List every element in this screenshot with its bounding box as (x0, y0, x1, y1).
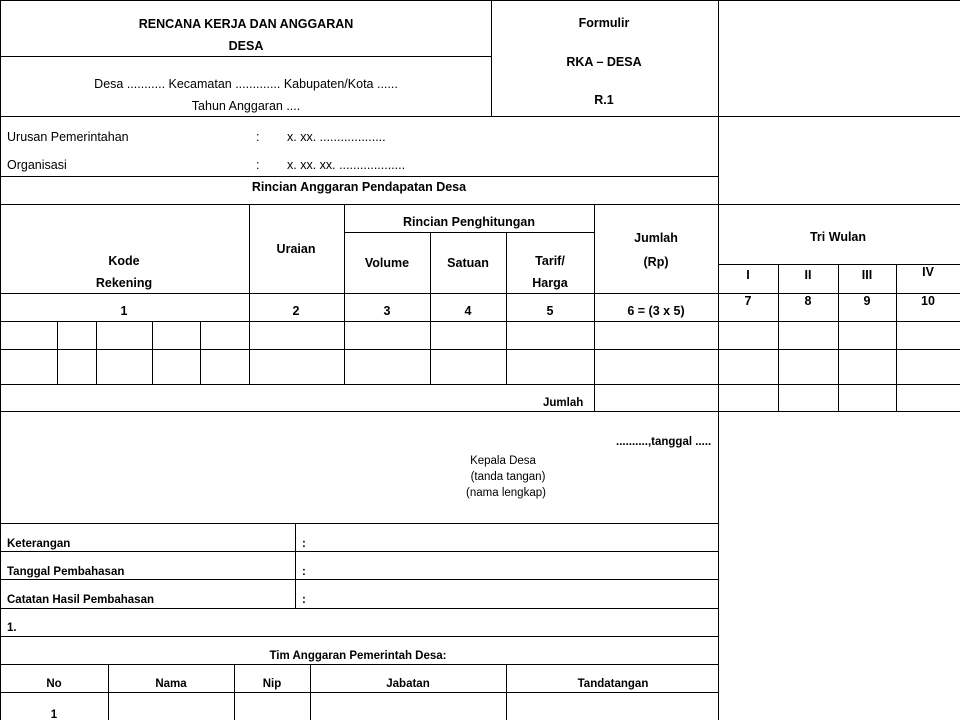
team-row-1-no: 1 (50, 709, 58, 721)
tw-divider-3 (838, 264, 839, 412)
data-row-1-bottom (0, 349, 960, 350)
signature-name: (nama lengkap) (466, 487, 546, 499)
data-row-2-bottom (0, 384, 960, 385)
form-label: Formulir (578, 16, 630, 30)
form-title-line1: RENCANA KERJA DAN ANGGARAN (138, 17, 354, 31)
col-divider-satuan (430, 232, 431, 384)
header-title-divider (0, 56, 491, 57)
col-jumlah-line1: Jumlah (634, 231, 678, 245)
col-kode-line1: Kode (108, 254, 140, 268)
team-divider-nama (108, 664, 109, 720)
notes-line-2 (0, 579, 718, 580)
urusan-colon: : (256, 130, 260, 144)
col-volume: Volume (364, 256, 410, 270)
tanggal-pembahasan-colon: : (302, 566, 306, 578)
organisasi-value: x. xx. xx. ................... (287, 158, 406, 172)
notes-item-1: 1. (7, 622, 17, 634)
col-divider-rincian (344, 204, 345, 384)
col-tw-4: IV (922, 265, 934, 279)
location-line: Desa ........... Kecamatan ............. Kabupaten/Kota ...... (94, 77, 398, 91)
col-number-10: 10 (921, 294, 935, 308)
team-header-no: No (46, 678, 62, 690)
header-row-bottom (0, 293, 960, 294)
place-date: ..........,tanggal ..... (616, 436, 712, 448)
col-satuan: Satuan (447, 256, 489, 270)
team-divider-nip (234, 664, 235, 720)
keterangan-label: Keterangan (7, 538, 71, 550)
col-divider-jumlah (594, 204, 595, 412)
team-divider-jabatan (310, 664, 311, 720)
section-title: Rincian Anggaran Pendapatan Desa (251, 180, 467, 194)
notes-line-4 (0, 636, 718, 637)
col-tw-1: I (746, 268, 750, 282)
signature-sign: (tanda tangan) (470, 471, 546, 483)
urusan-value: x. xx. ................... (287, 130, 386, 144)
jumlah-row-label: Jumlah (543, 397, 584, 409)
form-number: R.1 (594, 93, 614, 107)
col-tw-3: III (861, 268, 873, 282)
number-row-bottom (0, 321, 960, 322)
col-number-7: 7 (744, 294, 752, 308)
col-number-9: 9 (863, 294, 871, 308)
col-kode-line2: Rekening (95, 276, 153, 290)
notes-line-3 (0, 608, 718, 609)
col-tarif-line1: Tarif/ (535, 254, 565, 268)
left-border (0, 0, 1, 720)
tw-divider-2 (778, 264, 779, 412)
col-divider-tarif (506, 232, 507, 384)
team-header-nama: Nama (155, 678, 187, 690)
team-header-jabatan: Jabatan (386, 678, 430, 690)
header-form-divider (491, 0, 492, 116)
col-tarif-line2: Harga (532, 276, 568, 290)
notes-line-1 (0, 551, 718, 552)
team-header-tandatangan: Tandatangan (577, 678, 649, 690)
section-title-bottom-line (0, 204, 960, 205)
urusan-label: Urusan Pemerintahan (7, 130, 129, 144)
signature-title: Kepala Desa (470, 455, 536, 467)
col-rincian: Rincian Penghitungan (403, 215, 535, 229)
main-right-border (718, 0, 719, 720)
col-number-1: 1 (120, 304, 128, 318)
col-number-3: 3 (383, 304, 391, 318)
keterangan-colon: : (302, 538, 306, 550)
col-tw-2: II (804, 268, 812, 282)
tw-divider-4 (896, 264, 897, 412)
col-triwulan: Tri Wulan (809, 230, 867, 244)
team-title: Tim Anggaran Pemerintah Desa: (269, 650, 447, 662)
form-code: RKA – DESA (566, 55, 642, 69)
kode-sub-divider-1 (57, 321, 58, 384)
col-uraian: Uraian (276, 242, 316, 256)
rincian-sub-line (344, 232, 594, 233)
jumlah-row-bottom (0, 411, 960, 412)
kode-sub-divider-3 (152, 321, 153, 384)
team-header-nip: Nip (262, 678, 282, 690)
header-bottom-line (0, 116, 960, 117)
year-line: Tahun Anggaran .... (191, 99, 301, 113)
col-jumlah-line2: (Rp) (643, 255, 669, 269)
team-divider-tandatangan (506, 664, 507, 720)
form-title-line2: DESA (228, 39, 264, 53)
col-number-5: 5 (546, 304, 554, 318)
kode-sub-divider-4 (200, 321, 201, 384)
top-border (0, 0, 960, 1)
catatan-label: Catatan Hasil Pembahasan (7, 594, 155, 606)
notes-colon-divider (295, 523, 296, 608)
tanggal-pembahasan-label: Tanggal Pembahasan (7, 566, 125, 578)
col-number-6: 6 = (3 x 5) (627, 304, 685, 318)
col-number-4: 4 (464, 304, 472, 318)
col-divider-uraian (249, 204, 250, 384)
kode-sub-divider-2 (96, 321, 97, 384)
info-bottom-line (0, 176, 718, 177)
organisasi-colon: : (256, 158, 260, 172)
catatan-colon: : (302, 594, 306, 606)
col-number-8: 8 (804, 294, 812, 308)
organisasi-label: Organisasi (7, 158, 67, 172)
signature-bottom-line (0, 523, 718, 524)
col-number-2: 2 (292, 304, 300, 318)
